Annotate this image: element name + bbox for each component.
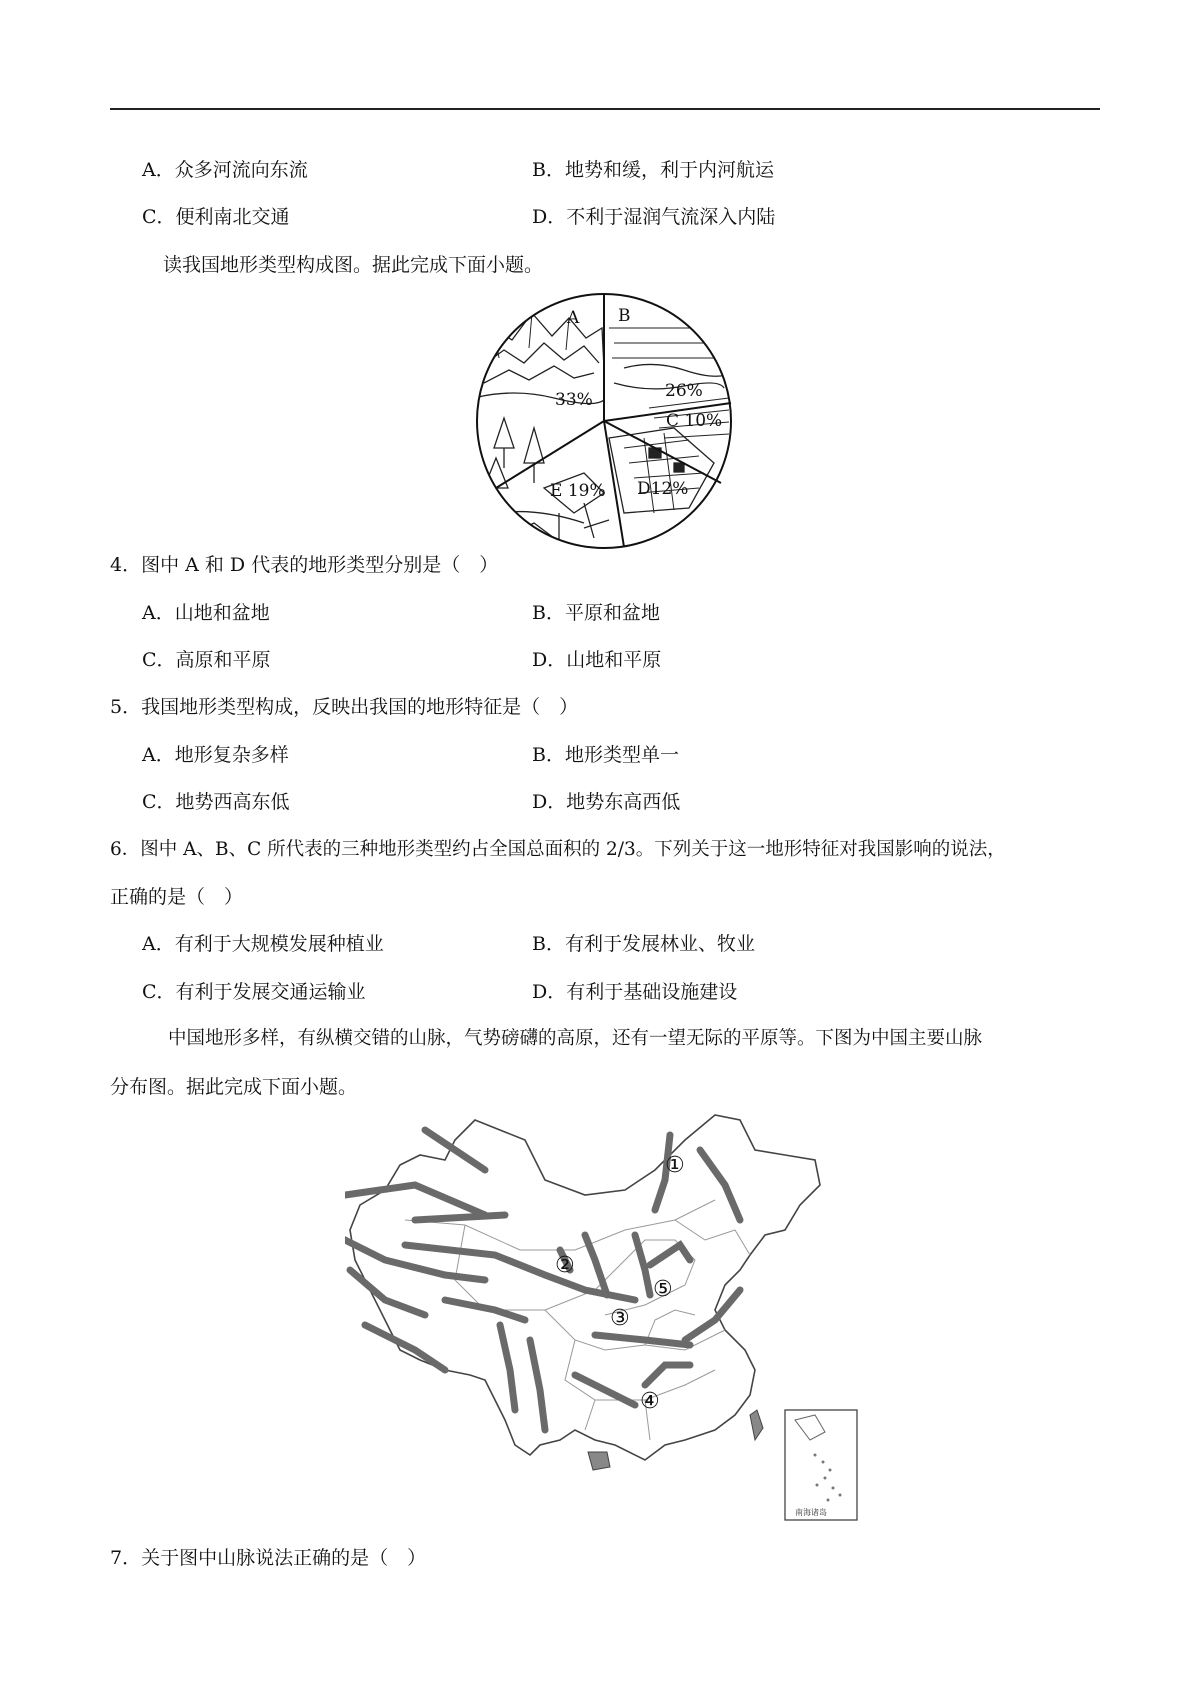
south-china-sea-inset [785,1410,857,1520]
q4-option-d: D．山地和平原 [532,649,662,671]
q7-stem: 7．关于图中山脉说法正确的是（ ） [110,1547,427,1569]
q4-option-b: B．平原和盆地 [532,602,660,624]
landform-pie-chart [474,288,738,554]
pie-pct-b: 26% [665,381,703,401]
pie-label-b: B [618,306,631,326]
q5-option-a: A．地形复杂多样 [142,744,289,766]
q5-option-c: C．地势西高东低 [142,791,290,813]
q5-stem: 5．我国地形类型构成，反映出我国的地形特征是（ ） [110,696,579,718]
intro-paragraph-1: 读我国地形类型构成图。据此完成下面小题。 [163,254,544,276]
map-label-3: ③ [610,1306,630,1331]
q3-option-b: B．地势和缓，利于内河航运 [532,159,774,181]
q3-option-a: A．众多河流向东流 [142,159,308,181]
q6-option-c: C．有利于发展交通运输业 [142,981,366,1003]
map-label-5: ⑤ [653,1277,673,1302]
q4-option-c: C．高原和平原 [142,649,271,671]
map-label-4: ④ [640,1389,660,1414]
q6-option-b: B．有利于发展林业、牧业 [532,933,755,955]
pie-label-d: D12% [637,479,689,499]
china-mountains-map [345,1110,865,1525]
q6-stem-line2: 正确的是（ ） [110,886,244,908]
q4-option-a: A．山地和盆地 [142,602,270,624]
q6-option-a: A．有利于大规模发展种植业 [142,933,384,955]
pie-label-a: A [567,308,580,328]
q3-option-c: C．便利南北交通 [142,206,290,228]
q6-option-d: D．有利于基础设施建设 [532,981,738,1003]
pie-pct-a: 33% [555,390,593,410]
q5-option-b: B．地形类型单一 [532,744,679,766]
header-rule [110,108,1100,110]
map-label-1: ① [665,1153,685,1178]
intro-paragraph-2-line1: 中国地形多样，有纵横交错的山脉，气势磅礴的高原，还有一望无际的平原等。下图为中国主要山脉 [168,1028,983,1049]
q6-stem-line1: 6．图中 A、B、C 所代表的三种地形类型约占全国总面积的 2/3。下列关于这一地形特征对我国影响的说法， [110,839,1006,860]
inset-label: 南海诸岛 [795,1508,827,1517]
q4-stem: 4．图中 A 和 D 代表的地形类型分别是（ ） [110,554,499,576]
q3-option-d: D．不利于湿润气流深入内陆 [532,206,776,228]
intro-paragraph-2-line2: 分布图。据此完成下面小题。 [110,1076,358,1098]
pie-label-e: E 19% [550,481,606,501]
map-label-2: ② [555,1253,575,1278]
q5-option-d: D．地势东高西低 [532,791,681,813]
pie-label-c: C 10% [666,411,723,431]
